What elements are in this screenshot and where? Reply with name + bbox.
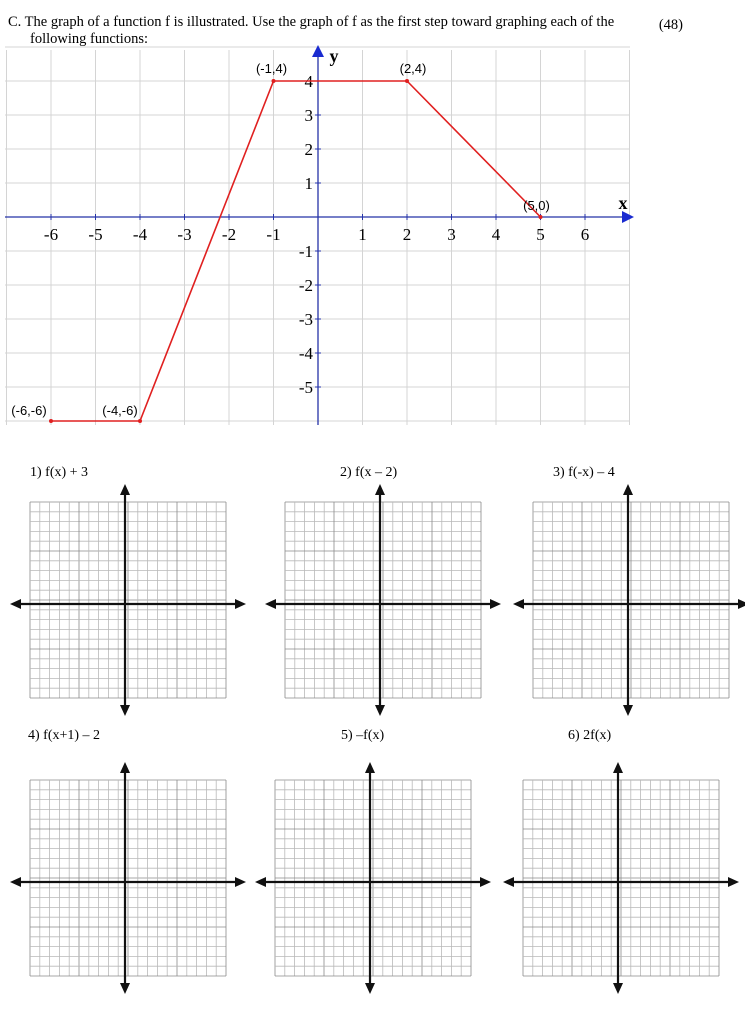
answer-grid-5: [255, 762, 491, 994]
x-tick-label: -6: [43, 225, 59, 244]
arrow-up-icon: [613, 762, 623, 773]
arrow-up-icon: [623, 484, 633, 495]
point-label: (5,0): [523, 198, 550, 213]
answer-grid-6: [503, 762, 739, 994]
x-tick-label: -1: [266, 225, 281, 244]
x-tick-label: 2: [402, 225, 412, 244]
arrow-down-icon: [375, 705, 385, 716]
point-value: (48): [658, 17, 683, 33]
x-tick-label: 1: [358, 225, 367, 244]
arrow-down-icon: [120, 705, 130, 716]
x-tick-label: 3: [447, 225, 456, 244]
x-axis-label: x: [618, 193, 628, 213]
answer-grid-2: [265, 484, 501, 716]
y-tick-label: -4: [298, 344, 313, 363]
arrow-left-icon: [513, 599, 524, 609]
y-tick-label: -2: [298, 276, 313, 295]
exercise-5-label: 5) –f(x): [341, 728, 385, 743]
y-tick-label: -3: [298, 310, 313, 329]
y-tick-label: 3: [304, 106, 313, 125]
y-tick-label: -1: [298, 242, 313, 261]
exercise-6-label: 6) 2f(x): [568, 728, 612, 743]
arrow-left-icon: [10, 599, 21, 609]
y-tick-label: 2: [304, 140, 313, 159]
arrow-right-icon: [235, 599, 246, 609]
arrow-up-icon: [375, 484, 385, 495]
x-tick-label: -2: [221, 225, 237, 244]
arrow-down-icon: [623, 705, 633, 716]
exercise-3-label: 3) f(-x) – 4: [553, 465, 615, 480]
exercise-4-label: 4) f(x+1) – 2: [28, 728, 101, 743]
arrow-right-icon: [738, 599, 745, 609]
point-label: (-4,-6): [102, 403, 138, 418]
y-tick-label: -5: [298, 378, 313, 397]
point-label: (-1,4): [255, 61, 288, 76]
y-tick-label: 4: [304, 72, 313, 91]
arrow-right-icon: [490, 599, 501, 609]
point-label: (-6,-6): [11, 403, 47, 418]
instruction-line-1: C. The graph of a function f is illustrated. Use the graph of f as the first step toward graphing each of the: [8, 14, 615, 30]
x-tick-label: 6: [580, 225, 590, 244]
arrow-left-icon: [10, 877, 21, 887]
answer-grid-3: [513, 484, 745, 716]
y-tick-label: 1: [304, 174, 313, 193]
arrow-right-icon: [480, 877, 491, 887]
arrow-up-icon: [365, 762, 375, 773]
arrow-up-icon: [120, 484, 130, 495]
answer-grid-1: [10, 484, 246, 716]
arrow-down-icon: [613, 983, 623, 994]
point-label: (2,4): [399, 61, 427, 76]
arrow-right-icon: [235, 877, 246, 887]
x-tick-label: -5: [88, 225, 103, 244]
arrow-up-icon: [120, 762, 130, 773]
x-tick-label: 5: [536, 225, 545, 244]
arrow-left-icon: [503, 877, 514, 887]
y-axis-label: y: [329, 46, 339, 66]
arrow-down-icon: [365, 983, 375, 994]
arrow-right-icon: [728, 877, 739, 887]
exercise-2-label: 2) f(x – 2): [340, 465, 398, 480]
x-tick-label: -4: [132, 225, 148, 244]
arrow-left-icon: [265, 599, 276, 609]
x-tick-label: 4: [491, 225, 501, 244]
exercise-1-label: 1) f(x) + 3: [30, 465, 89, 480]
arrow-down-icon: [120, 983, 130, 994]
arrow-left-icon: [255, 877, 266, 887]
answer-grid-4: [10, 762, 246, 994]
x-tick-label: -3: [177, 225, 192, 244]
instruction-line-2: following functions:: [30, 31, 149, 47]
